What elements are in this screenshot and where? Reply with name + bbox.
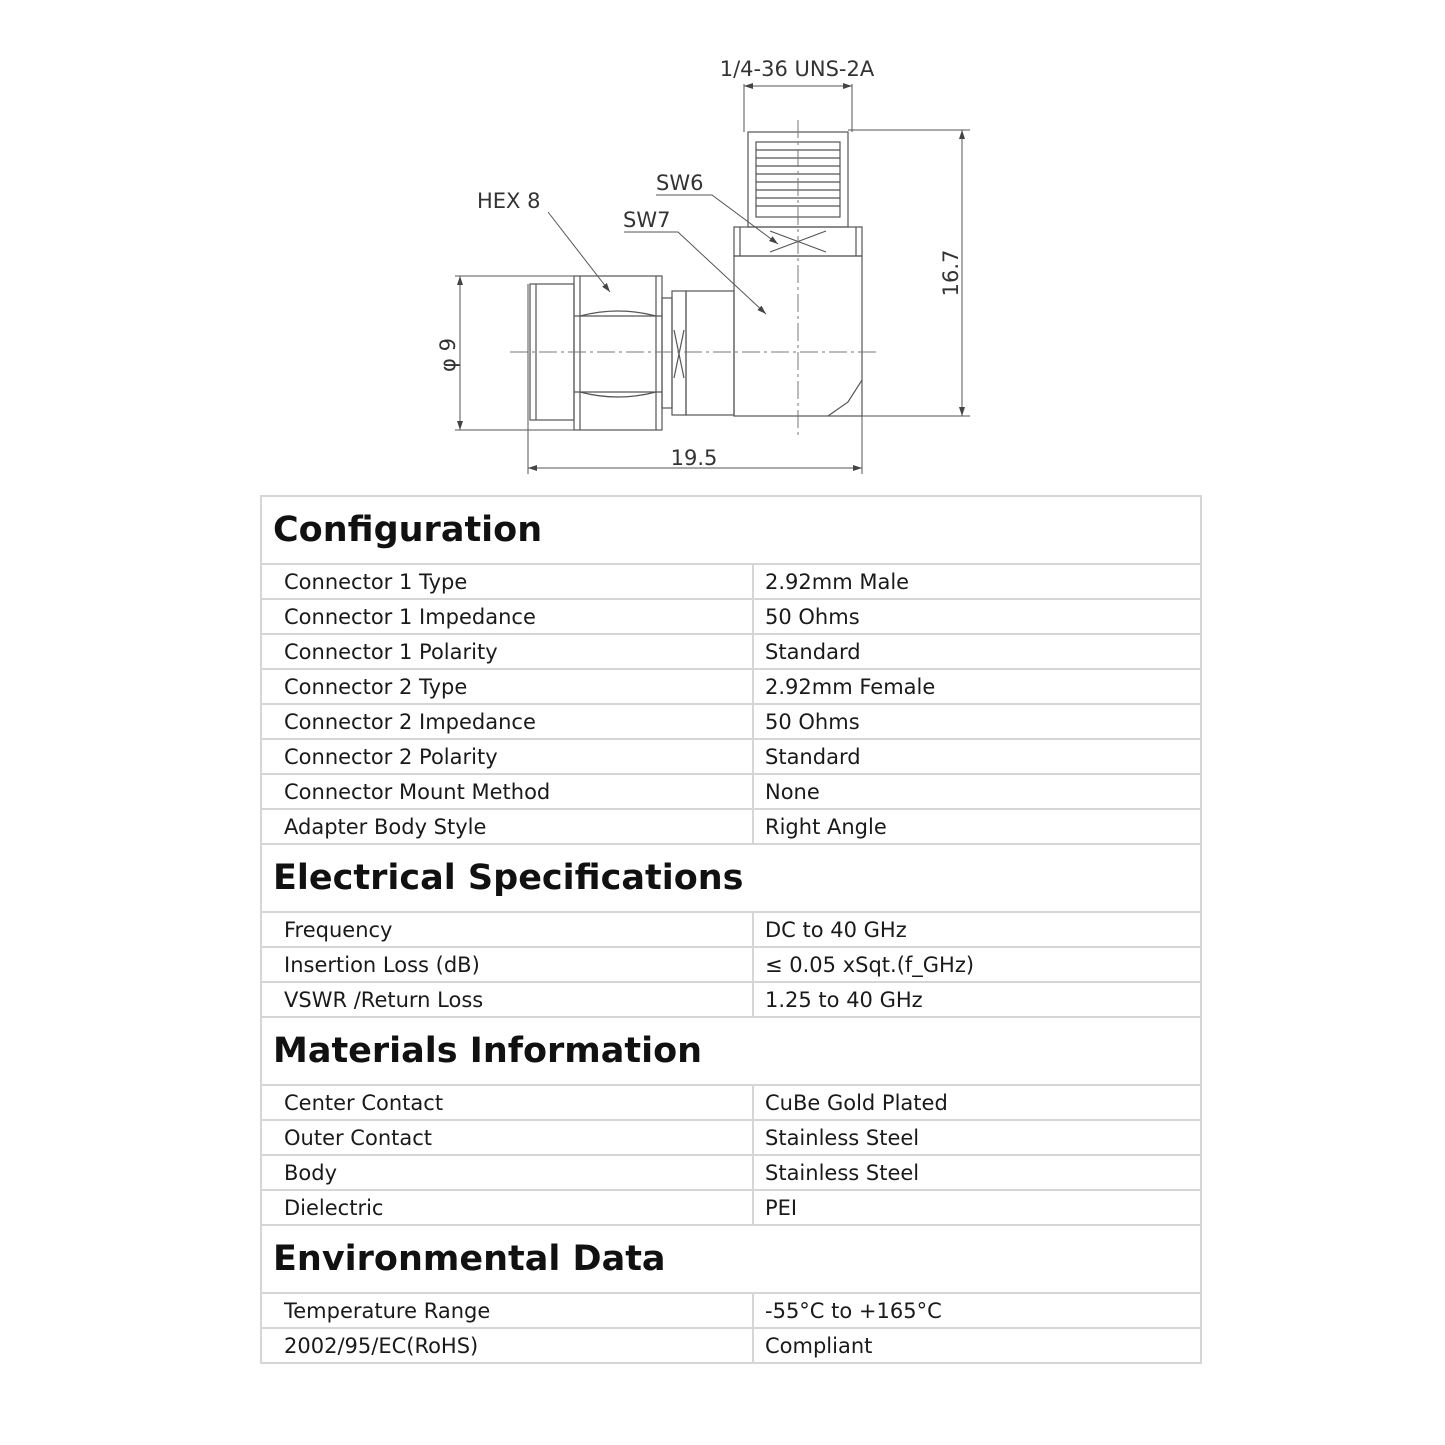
row-value: Compliant [753,1328,1201,1363]
table-row [261,564,1201,599]
row-label: Connector 1 Impedance [261,599,753,634]
section-materials [261,1017,1201,1085]
hex-label: HEX 8 [477,189,541,213]
thread-spec-label: 1/4-36 UNS-2A [719,57,875,81]
row-label: Outer Contact [261,1120,753,1155]
row-label: Connector 2 Polarity [261,739,753,774]
table-row [261,1155,1201,1190]
height-label: 16.7 [939,249,963,297]
row-value: DC to 40 GHz [753,912,1201,947]
table-row [261,1190,1201,1225]
section-title: Configuration [261,496,1201,564]
row-label: Adapter Body Style [261,809,753,844]
table-row [261,704,1201,739]
table-row [261,809,1201,844]
connector-technical-drawing [0,0,1445,495]
row-label: Connector 2 Type [261,669,753,704]
row-value: None [753,774,1201,809]
table-row [261,774,1201,809]
diameter-label: φ 9 [436,338,460,372]
section-electrical [261,844,1201,912]
section-configuration [261,496,1201,564]
row-value: Standard [753,634,1201,669]
table-row [261,982,1201,1017]
spec-table [260,495,1202,1364]
row-value: 50 Ohms [753,599,1201,634]
table-row [261,739,1201,774]
row-label: Temperature Range [261,1293,753,1328]
table-row [261,1293,1201,1328]
table-row [261,669,1201,704]
table-row [261,1328,1201,1363]
table-row [261,599,1201,634]
table-row [261,912,1201,947]
row-value: 2.92mm Female [753,669,1201,704]
row-label: Dielectric [261,1190,753,1225]
section-title: Electrical Specifications [261,844,1201,912]
row-label: Insertion Loss (dB) [261,947,753,982]
row-value: PEI [753,1190,1201,1225]
row-value: Standard [753,739,1201,774]
row-label: Center Contact [261,1085,753,1120]
row-label: Connector 1 Type [261,564,753,599]
table-row [261,947,1201,982]
row-label: 2002/95/EC(RoHS) [261,1328,753,1363]
row-label: Frequency [261,912,753,947]
row-value: Right Angle [753,809,1201,844]
row-label: Body [261,1155,753,1190]
section-title: Materials Information [261,1017,1201,1085]
table-row [261,634,1201,669]
sw6-label: SW6 [656,171,704,195]
row-value: Stainless Steel [753,1155,1201,1190]
row-label: VSWR /Return Loss [261,982,753,1017]
section-environmental [261,1225,1201,1293]
row-label: Connector Mount Method [261,774,753,809]
table-row [261,1085,1201,1120]
section-title: Environmental Data [261,1225,1201,1293]
row-value: 50 Ohms [753,704,1201,739]
row-label: Connector 1 Polarity [261,634,753,669]
row-value: Stainless Steel [753,1120,1201,1155]
length-label: 19.5 [670,446,718,470]
row-value: CuBe Gold Plated [753,1085,1201,1120]
row-label: Connector 2 Impedance [261,704,753,739]
row-value: 2.92mm Male [753,564,1201,599]
row-value: 1.25 to 40 GHz [753,982,1201,1017]
sw7-label: SW7 [623,208,671,232]
row-value: ≤ 0.05 xSqt.(f_GHz) [753,947,1201,982]
row-value: -55°C to +165°C [753,1293,1201,1328]
table-row [261,1120,1201,1155]
